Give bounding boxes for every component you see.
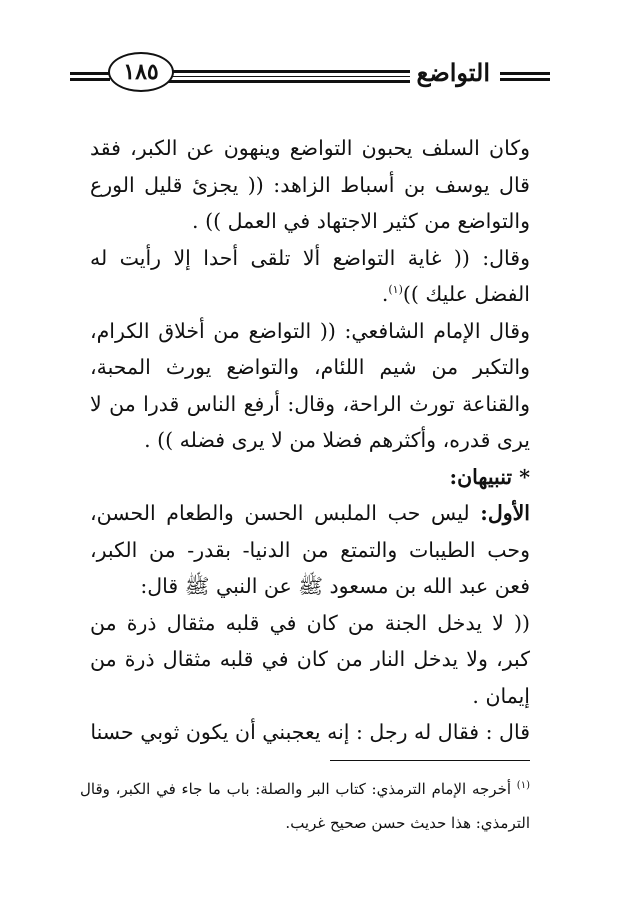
section-heading: * تنبيهان: — [449, 464, 530, 489]
paragraph: وكان السلف يحبون التواضع وينهون عن الكبر، فقد قال يوسف بن أسباط الزاهد: (( يجزئ قليل الورع والتواضع من كثير الاجتهاد في العمل )) . — [90, 136, 530, 233]
paragraph — [90, 240, 530, 313]
page-number-text: ١٨٥ — [123, 59, 159, 85]
header-rule — [165, 80, 410, 83]
header-ornament-bar — [500, 78, 550, 81]
header-rule — [165, 70, 410, 73]
sentence-end: . — [381, 282, 389, 306]
header-ornament-bar — [500, 72, 550, 75]
header-rule — [165, 76, 410, 77]
hadith-quote: (( لا يدخل الجنة من كان في قلبه مثقال ذرة من كبر، ولا يدخل النار من كان في قلبه مثقال ذرة من إيمان . — [90, 610, 530, 708]
paragraph — [90, 495, 530, 605]
paragraph: وقال الإمام الشافعي: (( التواضع من أخلاق الكرام، والتكبر من شيم اللئام، والتواضع يورث المحبة، والقناعة تورث الراحة، وقال: أرفع الناس قدرا من لا يرى قدره، وأكثرهم فضلا من لا يرى فضله )) . — [90, 318, 530, 452]
header-ornament-bar — [70, 78, 110, 81]
page-number — [108, 52, 174, 92]
footnote-number: (١) — [516, 780, 530, 791]
footnote-separator — [330, 760, 530, 761]
quote-text: وقال: (( غاية التواضع ألا تلقى أحدا إلا رأيت له الفضل عليك )) — [90, 245, 530, 306]
first-note-label: الأول: — [480, 501, 530, 525]
footnote — [80, 772, 530, 840]
main-text — [90, 130, 530, 751]
paragraph: قال : فقال له رجل : إنه يعجبني أن يكون ثوبي حسنا — [90, 720, 530, 744]
running-title: التواضع — [416, 58, 490, 87]
page-header — [70, 50, 550, 100]
header-ornament-bar — [70, 72, 110, 75]
footnote-text: أخرجه الإمام الترمذي: كتاب البر والصلة: باب ما جاء في الكبر، وقال الترمذي: هذا حديث حسن صحيح غريب. — [80, 780, 530, 832]
footnote-ref[interactable]: (١) — [388, 283, 403, 297]
first-note-text: ليس حب الملبس الحسن والطعام الحسن، وحب الطيبات والتمتع من الدنيا- بقدر- من الكبر، فعن عبد الله بن مسعود ﷺ عن النبي ﷺ قال: — [90, 501, 530, 598]
